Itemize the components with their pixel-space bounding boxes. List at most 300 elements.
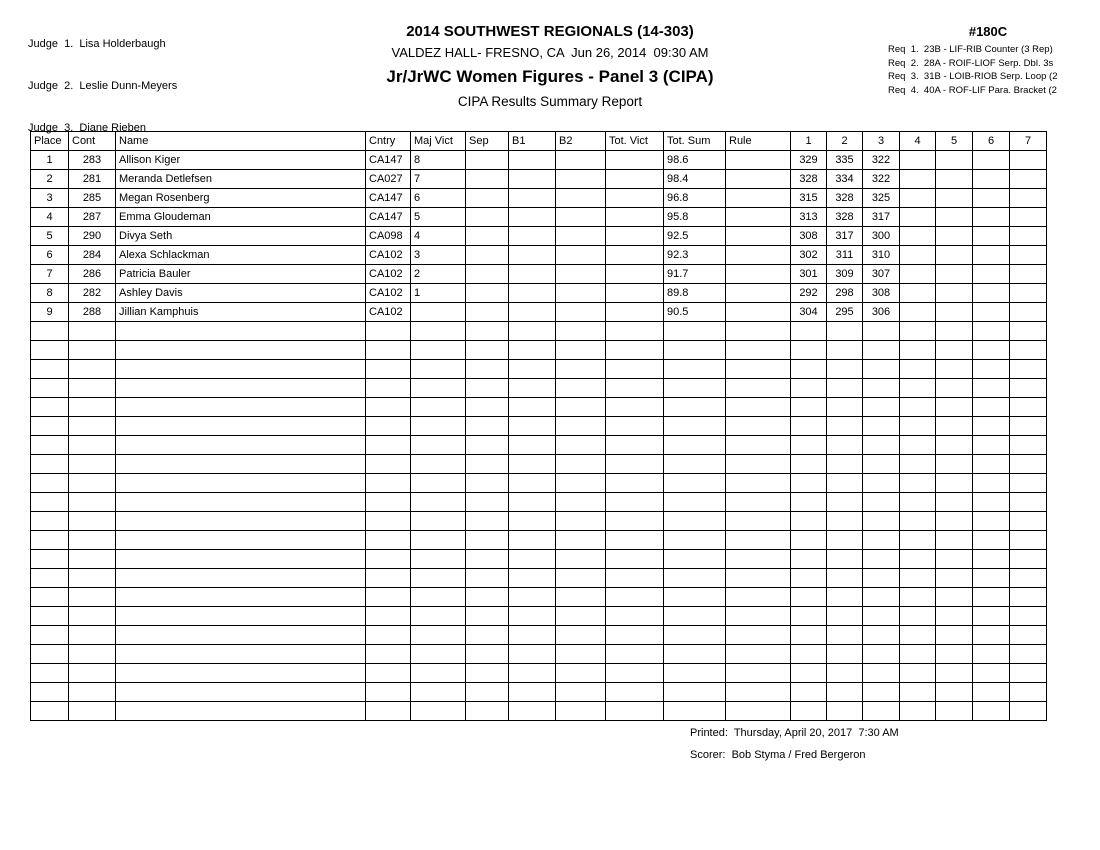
table-cell <box>936 569 973 588</box>
table-cell <box>726 322 791 341</box>
table-cell <box>116 436 366 455</box>
table-cell <box>556 550 606 569</box>
table-cell <box>1010 246 1047 265</box>
table-cell <box>664 626 726 645</box>
table-cell: CA147 <box>366 151 411 170</box>
table-cell <box>936 227 973 246</box>
requirement-line: Req 2. 28A - ROIF-LIOF Serp. Dbl. 3s <box>888 57 1054 69</box>
table-cell <box>726 360 791 379</box>
table-cell <box>900 360 936 379</box>
table-cell <box>411 398 466 417</box>
table-cell <box>827 683 863 702</box>
table-cell <box>1010 417 1047 436</box>
table-cell <box>791 550 827 569</box>
table-cell <box>664 474 726 493</box>
table-cell <box>726 607 791 626</box>
table-row <box>31 265 1047 284</box>
table-cell <box>606 550 664 569</box>
table-cell <box>863 702 900 721</box>
table-cell <box>606 493 664 512</box>
table-cell <box>936 303 973 322</box>
table-cell <box>1010 265 1047 284</box>
table-cell: 292 <box>791 284 827 303</box>
table-cell <box>973 170 1010 189</box>
table-cell <box>827 626 863 645</box>
table-cell <box>664 398 726 417</box>
table-cell <box>664 588 726 607</box>
table-cell <box>1010 550 1047 569</box>
table-cell: 288 <box>69 303 116 322</box>
table-cell <box>973 474 1010 493</box>
table-cell <box>827 360 863 379</box>
table-cell <box>900 474 936 493</box>
table-cell <box>726 265 791 284</box>
table-cell: 298 <box>827 284 863 303</box>
table-cell <box>791 683 827 702</box>
table-cell <box>936 664 973 683</box>
table-cell <box>411 436 466 455</box>
header-cell: 1 <box>791 132 827 151</box>
table-cell <box>466 531 509 550</box>
table-cell <box>1010 664 1047 683</box>
table-cell <box>936 322 973 341</box>
table-cell <box>509 626 556 645</box>
empty-row <box>31 436 1047 455</box>
table-cell: 3 <box>31 189 69 208</box>
table-cell <box>936 265 973 284</box>
table-cell <box>863 664 900 683</box>
table-cell <box>791 645 827 664</box>
table-cell: 4 <box>411 227 466 246</box>
table-cell <box>973 189 1010 208</box>
table-cell <box>606 417 664 436</box>
footer-scorer: Scorer: Bob Styma / Fred Bergeron <box>690 749 866 761</box>
table-cell <box>69 550 116 569</box>
table-cell <box>726 227 791 246</box>
table-cell <box>973 550 1010 569</box>
table-cell <box>466 322 509 341</box>
table-cell <box>791 398 827 417</box>
table-cell <box>973 246 1010 265</box>
table-cell <box>900 417 936 436</box>
table-cell <box>509 702 556 721</box>
table-cell <box>936 512 973 531</box>
table-cell <box>900 645 936 664</box>
table-cell <box>466 227 509 246</box>
table-cell <box>973 398 1010 417</box>
table-cell <box>791 493 827 512</box>
table-cell <box>411 664 466 683</box>
table-cell <box>827 455 863 474</box>
table-cell: Patricia Bauler <box>116 265 366 284</box>
table-cell <box>466 341 509 360</box>
table-cell: CA102 <box>366 265 411 284</box>
table-cell <box>900 531 936 550</box>
table-cell <box>664 702 726 721</box>
table-cell: 311 <box>827 246 863 265</box>
requirement-line: Req 1. 23B - LIF-RIB Counter (3 Rep) <box>888 44 1053 55</box>
table-cell <box>936 379 973 398</box>
table-cell <box>556 531 606 550</box>
table-cell <box>936 474 973 493</box>
table-cell <box>606 379 664 398</box>
empty-row <box>31 474 1047 493</box>
header-cell: Rule <box>726 132 791 151</box>
table-cell <box>509 493 556 512</box>
header-cell: 7 <box>1010 132 1047 151</box>
table-cell: 8 <box>31 284 69 303</box>
table-cell: 328 <box>791 170 827 189</box>
table-cell <box>664 493 726 512</box>
table-cell <box>973 417 1010 436</box>
table-cell <box>556 303 606 322</box>
table-cell <box>31 550 69 569</box>
table-cell <box>936 702 973 721</box>
table-cell <box>1010 284 1047 303</box>
table-cell <box>366 474 411 493</box>
table-cell <box>69 512 116 531</box>
table-cell <box>726 170 791 189</box>
table-cell <box>366 664 411 683</box>
table-cell <box>726 531 791 550</box>
table-cell <box>664 436 726 455</box>
table-cell <box>556 664 606 683</box>
table-cell: 286 <box>69 265 116 284</box>
table-cell <box>606 322 664 341</box>
table-cell <box>366 493 411 512</box>
table-cell <box>973 360 1010 379</box>
table-cell <box>466 436 509 455</box>
table-cell <box>509 322 556 341</box>
table-cell <box>936 398 973 417</box>
table-cell <box>791 360 827 379</box>
results-table <box>30 131 1047 721</box>
table-row <box>31 284 1047 303</box>
table-cell <box>827 531 863 550</box>
table-cell <box>466 512 509 531</box>
table-cell <box>900 512 936 531</box>
table-cell <box>556 626 606 645</box>
table-cell: CA102 <box>366 303 411 322</box>
table-cell: 96.8 <box>664 189 726 208</box>
table-cell: 308 <box>863 284 900 303</box>
empty-row <box>31 683 1047 702</box>
table-cell <box>791 531 827 550</box>
table-cell <box>556 702 606 721</box>
table-cell <box>791 569 827 588</box>
table-cell: 322 <box>863 151 900 170</box>
table-cell <box>69 626 116 645</box>
table-cell <box>556 683 606 702</box>
table-cell <box>556 189 606 208</box>
table-cell <box>606 512 664 531</box>
table-cell <box>411 683 466 702</box>
table-cell <box>31 474 69 493</box>
table-row <box>31 227 1047 246</box>
table-cell <box>936 531 973 550</box>
table-cell <box>863 626 900 645</box>
table-cell <box>900 493 936 512</box>
table-cell <box>936 626 973 645</box>
table-cell <box>791 607 827 626</box>
table-cell <box>1010 360 1047 379</box>
empty-row <box>31 398 1047 417</box>
table-cell <box>509 683 556 702</box>
table-cell <box>411 417 466 436</box>
requirement-line: Req 4. 40A - ROF-LIF Para. Bracket (2 <box>888 84 1057 96</box>
table-cell <box>973 512 1010 531</box>
table-cell <box>863 645 900 664</box>
header-cell: B1 <box>509 132 556 151</box>
table-cell <box>116 341 366 360</box>
table-cell <box>31 322 69 341</box>
table-cell <box>606 607 664 626</box>
table-cell <box>466 170 509 189</box>
empty-row <box>31 417 1047 436</box>
table-cell <box>116 626 366 645</box>
table-cell <box>726 189 791 208</box>
header-cell: 3 <box>863 132 900 151</box>
table-cell <box>664 417 726 436</box>
empty-row <box>31 702 1047 721</box>
table-cell <box>366 436 411 455</box>
table-cell <box>791 417 827 436</box>
table-cell <box>116 683 366 702</box>
table-cell <box>466 208 509 227</box>
table-cell <box>116 360 366 379</box>
table-cell: 334 <box>827 170 863 189</box>
table-row <box>31 303 1047 322</box>
requirements-panel <box>888 24 1100 97</box>
table-cell <box>936 151 973 170</box>
table-cell <box>827 436 863 455</box>
table-cell <box>973 379 1010 398</box>
table-cell <box>466 151 509 170</box>
table-cell <box>973 455 1010 474</box>
table-cell <box>936 170 973 189</box>
table-cell <box>827 702 863 721</box>
table-cell <box>466 474 509 493</box>
table-cell <box>664 645 726 664</box>
table-cell <box>556 569 606 588</box>
table-cell <box>1010 607 1047 626</box>
table-cell <box>116 588 366 607</box>
table-cell <box>1010 379 1047 398</box>
table-cell <box>900 683 936 702</box>
table-cell <box>366 626 411 645</box>
table-cell <box>556 398 606 417</box>
table-cell <box>606 588 664 607</box>
table-cell <box>664 569 726 588</box>
table-cell <box>900 151 936 170</box>
table-cell <box>606 683 664 702</box>
table-row <box>31 246 1047 265</box>
table-cell <box>606 664 664 683</box>
table-cell <box>69 379 116 398</box>
table-cell: CA147 <box>366 208 411 227</box>
header-cell: Sep <box>466 132 509 151</box>
table-cell <box>509 531 556 550</box>
table-cell <box>31 683 69 702</box>
table-cell <box>726 151 791 170</box>
table-cell <box>936 683 973 702</box>
table-cell <box>973 227 1010 246</box>
empty-row <box>31 626 1047 645</box>
table-cell <box>664 531 726 550</box>
table-cell: 95.8 <box>664 208 726 227</box>
header-cell: Cntry <box>366 132 411 151</box>
table-cell <box>1010 531 1047 550</box>
table-cell <box>556 170 606 189</box>
table-cell: 328 <box>827 208 863 227</box>
table-cell <box>827 398 863 417</box>
table-cell <box>69 436 116 455</box>
table-cell: 315 <box>791 189 827 208</box>
table-cell: Allison Kiger <box>116 151 366 170</box>
table-cell <box>466 398 509 417</box>
table-cell <box>606 208 664 227</box>
table-cell <box>556 455 606 474</box>
table-cell <box>466 284 509 303</box>
table-cell <box>31 455 69 474</box>
table-cell <box>466 702 509 721</box>
table-cell: 283 <box>69 151 116 170</box>
table-cell <box>509 379 556 398</box>
table-cell <box>973 151 1010 170</box>
table-cell <box>466 360 509 379</box>
table-cell <box>116 531 366 550</box>
table-cell <box>466 569 509 588</box>
table-cell <box>556 322 606 341</box>
table-cell <box>900 246 936 265</box>
table-cell <box>900 455 936 474</box>
table-cell <box>116 702 366 721</box>
table-cell <box>31 645 69 664</box>
table-cell <box>973 322 1010 341</box>
table-cell <box>466 645 509 664</box>
table-cell: 7 <box>411 170 466 189</box>
empty-row <box>31 512 1047 531</box>
table-cell <box>827 417 863 436</box>
table-cell <box>466 493 509 512</box>
table-cell <box>827 607 863 626</box>
table-cell <box>606 645 664 664</box>
table-cell <box>973 436 1010 455</box>
table-cell <box>466 189 509 208</box>
table-cell <box>606 303 664 322</box>
table-cell <box>936 189 973 208</box>
table-cell <box>509 341 556 360</box>
header-cell: Tot. Sum <box>664 132 726 151</box>
table-cell <box>466 550 509 569</box>
table-cell <box>69 417 116 436</box>
table-cell: 317 <box>827 227 863 246</box>
header-cell: 5 <box>936 132 973 151</box>
empty-row <box>31 341 1047 360</box>
table-cell <box>900 227 936 246</box>
table-cell <box>509 436 556 455</box>
heat-number: #180C <box>968 24 1008 39</box>
table-cell <box>936 550 973 569</box>
table-cell: CA102 <box>366 284 411 303</box>
table-cell <box>606 398 664 417</box>
empty-row <box>31 360 1047 379</box>
table-header <box>31 132 1047 151</box>
table-cell <box>936 208 973 227</box>
table-cell <box>509 208 556 227</box>
table-cell <box>1010 683 1047 702</box>
table-cell <box>900 341 936 360</box>
table-cell <box>791 588 827 607</box>
table-cell <box>863 360 900 379</box>
table-cell <box>606 170 664 189</box>
table-cell <box>466 683 509 702</box>
table-cell <box>863 531 900 550</box>
header-cell: 4 <box>900 132 936 151</box>
table-cell <box>973 626 1010 645</box>
table-cell <box>900 208 936 227</box>
table-cell <box>900 284 936 303</box>
table-row <box>31 170 1047 189</box>
table-cell <box>116 550 366 569</box>
header-cell: Maj Vict <box>411 132 466 151</box>
table-cell <box>606 284 664 303</box>
table-cell <box>664 683 726 702</box>
table-cell <box>863 417 900 436</box>
empty-row <box>31 664 1047 683</box>
table-cell: 304 <box>791 303 827 322</box>
table-cell <box>936 588 973 607</box>
table-cell <box>411 531 466 550</box>
table-cell <box>509 664 556 683</box>
event-title: Jr/JrWC Women Figures - Panel 3 (CIPA) <box>386 67 714 86</box>
table-cell <box>556 417 606 436</box>
table-cell <box>791 322 827 341</box>
table-cell: CA027 <box>366 170 411 189</box>
table-cell: 325 <box>863 189 900 208</box>
table-cell <box>606 265 664 284</box>
table-cell <box>1010 455 1047 474</box>
table-cell <box>1010 474 1047 493</box>
table-cell: 7 <box>31 265 69 284</box>
table-cell: 5 <box>31 227 69 246</box>
table-cell <box>827 493 863 512</box>
table-cell <box>664 455 726 474</box>
table-cell: 290 <box>69 227 116 246</box>
table-cell <box>726 645 791 664</box>
table-cell <box>556 341 606 360</box>
table-cell <box>411 322 466 341</box>
table-cell: 282 <box>69 284 116 303</box>
table-cell <box>936 455 973 474</box>
table-cell: 317 <box>863 208 900 227</box>
table-cell: 310 <box>863 246 900 265</box>
table-cell <box>827 588 863 607</box>
table-cell <box>936 284 973 303</box>
table-cell <box>69 664 116 683</box>
table-cell: Emma Gloudeman <box>116 208 366 227</box>
table-cell <box>116 569 366 588</box>
table-cell <box>31 436 69 455</box>
table-cell <box>1010 436 1047 455</box>
table-cell <box>366 360 411 379</box>
table-cell <box>791 664 827 683</box>
table-cell <box>509 303 556 322</box>
table-cell <box>509 455 556 474</box>
table-cell <box>31 664 69 683</box>
table-cell <box>556 360 606 379</box>
empty-row <box>31 569 1047 588</box>
